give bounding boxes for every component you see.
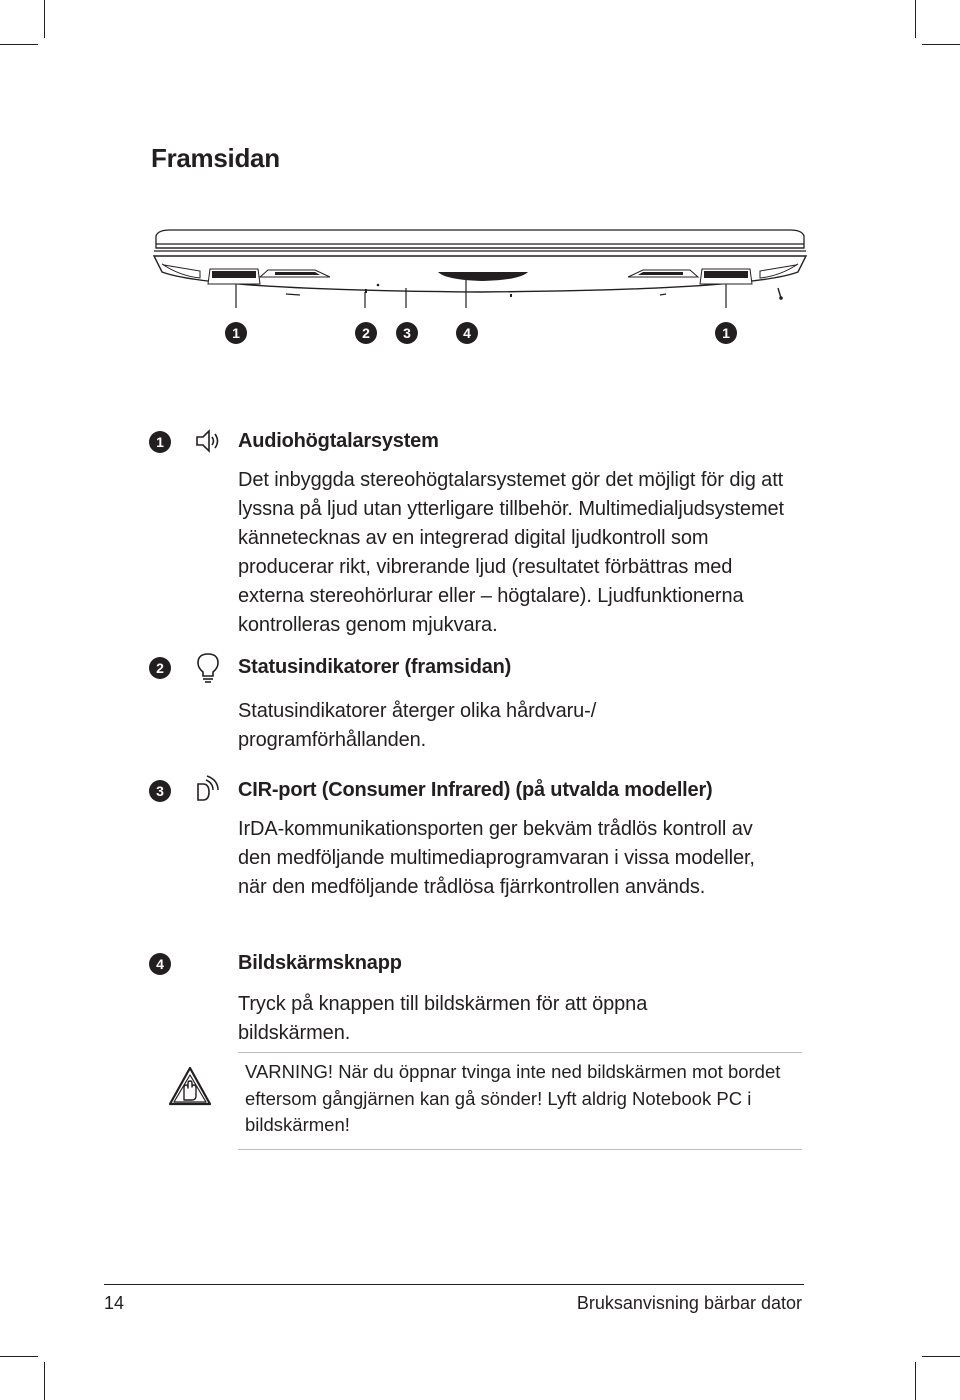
item-number: 2 — [149, 657, 171, 679]
footer-rule — [104, 1284, 804, 1285]
crop-mark — [44, 1362, 45, 1400]
item-title: Bildskärmsknapp — [238, 952, 402, 974]
figure-callout: 3 — [396, 322, 418, 344]
status-indicator — [377, 284, 380, 287]
figure-callout: 1 — [225, 322, 247, 344]
item-description: Statusindikatorer återger olika hårdvaru-/ programförhållanden. — [238, 700, 597, 751]
infrared-icon — [194, 774, 222, 804]
item-title: Statusindikatorer (framsidan) — [238, 656, 512, 678]
figure-callout: 1 — [715, 322, 737, 344]
warning-box — [238, 1052, 802, 1150]
item-number: 3 — [149, 780, 171, 802]
crop-mark — [0, 1356, 38, 1357]
crop-mark — [915, 1362, 916, 1400]
item-title: CIR-port (Consumer Infrared) (på utvalda modeller) — [238, 779, 713, 801]
footer-title: Bruksanvisning bärbar dator — [576, 1293, 802, 1313]
item-number: 4 — [149, 953, 171, 975]
speaker-icon — [194, 428, 222, 454]
item-description: Det inbyggda stereohögtalarsystemet gör det möjligt för dig att lyssna på ljud utan ytterligare tillbehör. Multimedialjudsystemet kännetecknas av en integrerad digital ljudkontroll som producerar rikt, vibrerande ljud (resultatet förbättras med externa stereohörlurar eller – högtalare). Ljudfunktionerna kontrolleras genom mjukvara. — [238, 469, 784, 636]
speaker-grille-right — [704, 271, 748, 278]
laptop-front-illustration — [150, 228, 810, 308]
light-bulb-icon — [195, 652, 221, 684]
crop-mark — [922, 1356, 960, 1357]
crop-mark — [915, 0, 916, 38]
warning-hand-icon — [168, 1066, 212, 1106]
crop-mark — [0, 44, 38, 45]
figure-callout: 2 — [355, 322, 377, 344]
crop-mark — [44, 0, 45, 38]
page-title: Framsidan — [151, 143, 280, 173]
warning-text: VARNING! När du öppnar tvinga inte ned bildskärmen mot bordet eftersom gångjärnen kan gå sönder! Lyft aldrig Notebook PC i bildskärmen! — [245, 1061, 781, 1135]
item-number: 1 — [149, 431, 171, 453]
item-description: Tryck på knappen till bildskärmen för att öppna bildskärmen. — [238, 993, 648, 1044]
crop-mark — [922, 44, 960, 45]
speaker-grille-left — [212, 271, 256, 278]
page-number: 14 — [104, 1293, 125, 1313]
item-description: IrDA-kommunikationsporten ger bekväm trådlös kontroll av den medföljande multimediaprogramvaran i vissa modeller, när den medföljande trådlösa fjärrkontrollen används. — [238, 818, 755, 898]
item-title: Audiohögtalarsystem — [238, 430, 439, 452]
figure-callout: 4 — [456, 322, 478, 344]
